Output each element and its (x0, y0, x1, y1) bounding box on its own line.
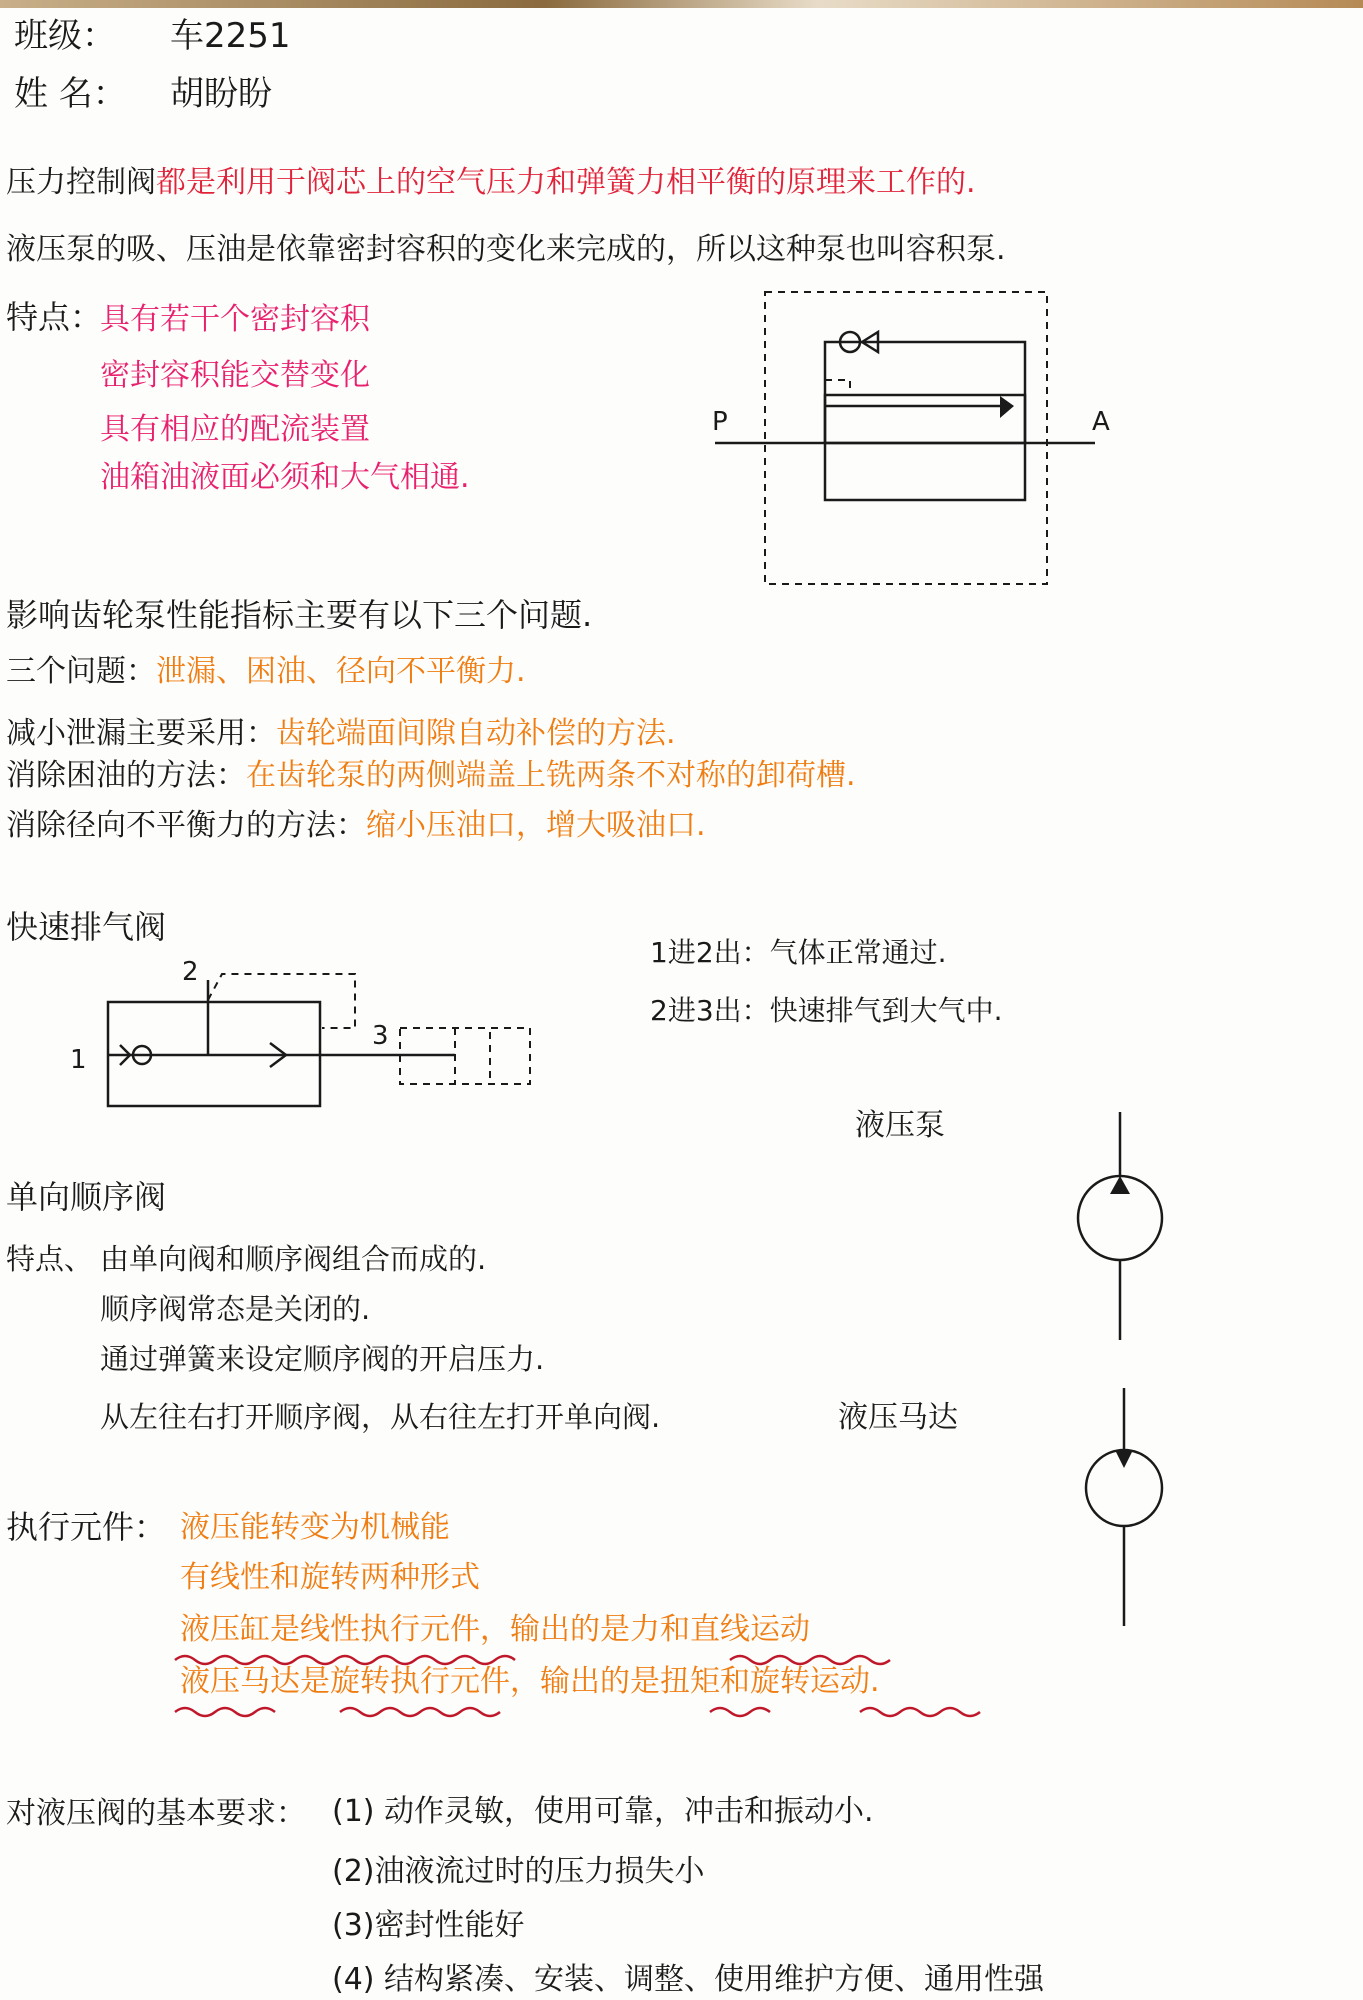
actuator-label: 执行元件： (6, 1508, 167, 1546)
qev-note-2: 2进3出：快速排气到大气中. (650, 994, 1003, 1027)
valve-diagram (700, 280, 1120, 600)
gear-pump-heading: 影响齿轮泵性能指标主要有以下三个问题. (6, 596, 593, 634)
valve-port-a: A (1092, 407, 1110, 437)
photo-top-edge (0, 0, 1363, 8)
wavy-underline-2 (730, 1656, 890, 1664)
actuator-line: 液压缸是线性执行元件，输出的是力和直线运动 (180, 1612, 810, 1647)
motor-symbol-label: 液压马达 (838, 1400, 958, 1435)
three-problems-value: 泄漏、困油、径向不平衡力. (156, 654, 526, 689)
hydraulic-pump-symbol (1060, 1110, 1180, 1350)
qev-port-3: 3 (372, 1021, 389, 1051)
trap-value: 在齿轮泵的两侧端盖上铣两条不对称的卸荷槽. (246, 758, 856, 793)
sequence-valve-title: 单向顺序阀 (6, 1178, 167, 1216)
valve-requirement-item: (4) 结构紧凑、安装、调整、使用维护方便、通用性强 (332, 1962, 1045, 1997)
quick-exhaust-title: 快速排气阀 (6, 908, 167, 946)
valve-pilot-line (825, 380, 850, 395)
gear-pump-three-problems (6, 654, 526, 690)
valve-arrow-head (1000, 396, 1014, 418)
name-label: 姓 名： (14, 74, 127, 114)
actuator-wavy-underlines (170, 1654, 1070, 1724)
gear-pump-radial (6, 808, 706, 844)
intro-line-1-red: 都是利用于阀芯上的空气压力和弹簧力相平衡的原理来工作的. (156, 165, 976, 200)
hydraulic-motor-symbol (1060, 1388, 1180, 1628)
radial-value: 缩小压油口，增大吸油口. (366, 808, 706, 843)
class-value: 车2251 (170, 16, 291, 56)
gear-pump-leak (6, 716, 676, 752)
pump-feature-item: 油箱油液面必须和大气相通. (100, 460, 470, 495)
actuator-line: 液压能转变为机械能 (180, 1510, 450, 1545)
valve-requirement-item: (1) 动作灵敏，使用可靠，冲击和振动小. (332, 1794, 874, 1829)
gear-pump-trap (6, 758, 856, 794)
pump-feature-item: 密封容积能交替变化 (100, 358, 370, 393)
sequence-valve-line: 顺序阀常态是关闭的. (100, 1292, 371, 1326)
sequence-valve-line: 从左往右打开顺序阀，从右往左打开单向阀. (100, 1400, 661, 1434)
actuator-line: 液压马达是旋转执行元件，输出的是扭矩和旋转运动. (180, 1664, 880, 1699)
quick-exhaust-diagram (60, 950, 540, 1120)
trap-label: 消除困油的方法： (6, 758, 246, 793)
radial-label: 消除径向不平衡力的方法： (6, 808, 366, 843)
sequence-valve-label: 特点、 (6, 1242, 94, 1276)
qev-port-2: 2 (182, 957, 199, 987)
pump-features-label: 特点： (6, 298, 103, 336)
pump-feature-item: 具有若干个密封容积 (100, 302, 370, 337)
intro-line-2: 液压泵的吸、压油是依靠密封容积的变化来完成的，所以这种泵也叫容积泵. (6, 232, 1006, 267)
pump-symbol-label: 液压泵 (855, 1108, 945, 1143)
valve-requirements-label: 对液压阀的基本要求： (6, 1796, 306, 1831)
qev-port-1: 1 (70, 1045, 87, 1075)
actuator-line: 有线性和旋转两种形式 (180, 1560, 480, 1595)
leak-value: 齿轮端面间隙自动补偿的方法. (276, 716, 676, 751)
wavy-underline-4 (340, 1708, 500, 1716)
valve-dashed-boundary (765, 292, 1047, 584)
sequence-valve-line: 由单向阀和顺序阀组合而成的. (100, 1242, 487, 1276)
wavy-underline-1 (175, 1656, 515, 1664)
valve-requirement-item: (3)密封性能好 (332, 1908, 525, 1943)
intro-line-1 (6, 165, 976, 201)
sequence-valve-line: 通过弹簧来设定顺序阀的开启压力. (100, 1342, 545, 1376)
leak-label: 减小泄漏主要采用： (6, 716, 276, 751)
valve-body (825, 443, 1025, 500)
qev-note-1: 1进2出：气体正常通过. (650, 936, 947, 969)
name-value: 胡盼盼 (170, 74, 272, 114)
three-problems-label: 三个问题： (6, 654, 156, 689)
wavy-underline-6 (860, 1708, 980, 1716)
valve-flow-lines (715, 342, 1095, 443)
intro-line-1-black: 压力控制阀 (6, 165, 156, 200)
pump-feature-item: 具有相应的配流装置 (100, 412, 370, 447)
class-label: 班级： (14, 16, 116, 56)
valve-requirement-item: (2)油液流过时的压力损失小 (332, 1854, 705, 1889)
valve-top-block (825, 395, 1025, 443)
valve-port-p: P (712, 407, 728, 437)
wavy-underline-5 (710, 1708, 770, 1716)
wavy-underline-3 (175, 1708, 275, 1716)
